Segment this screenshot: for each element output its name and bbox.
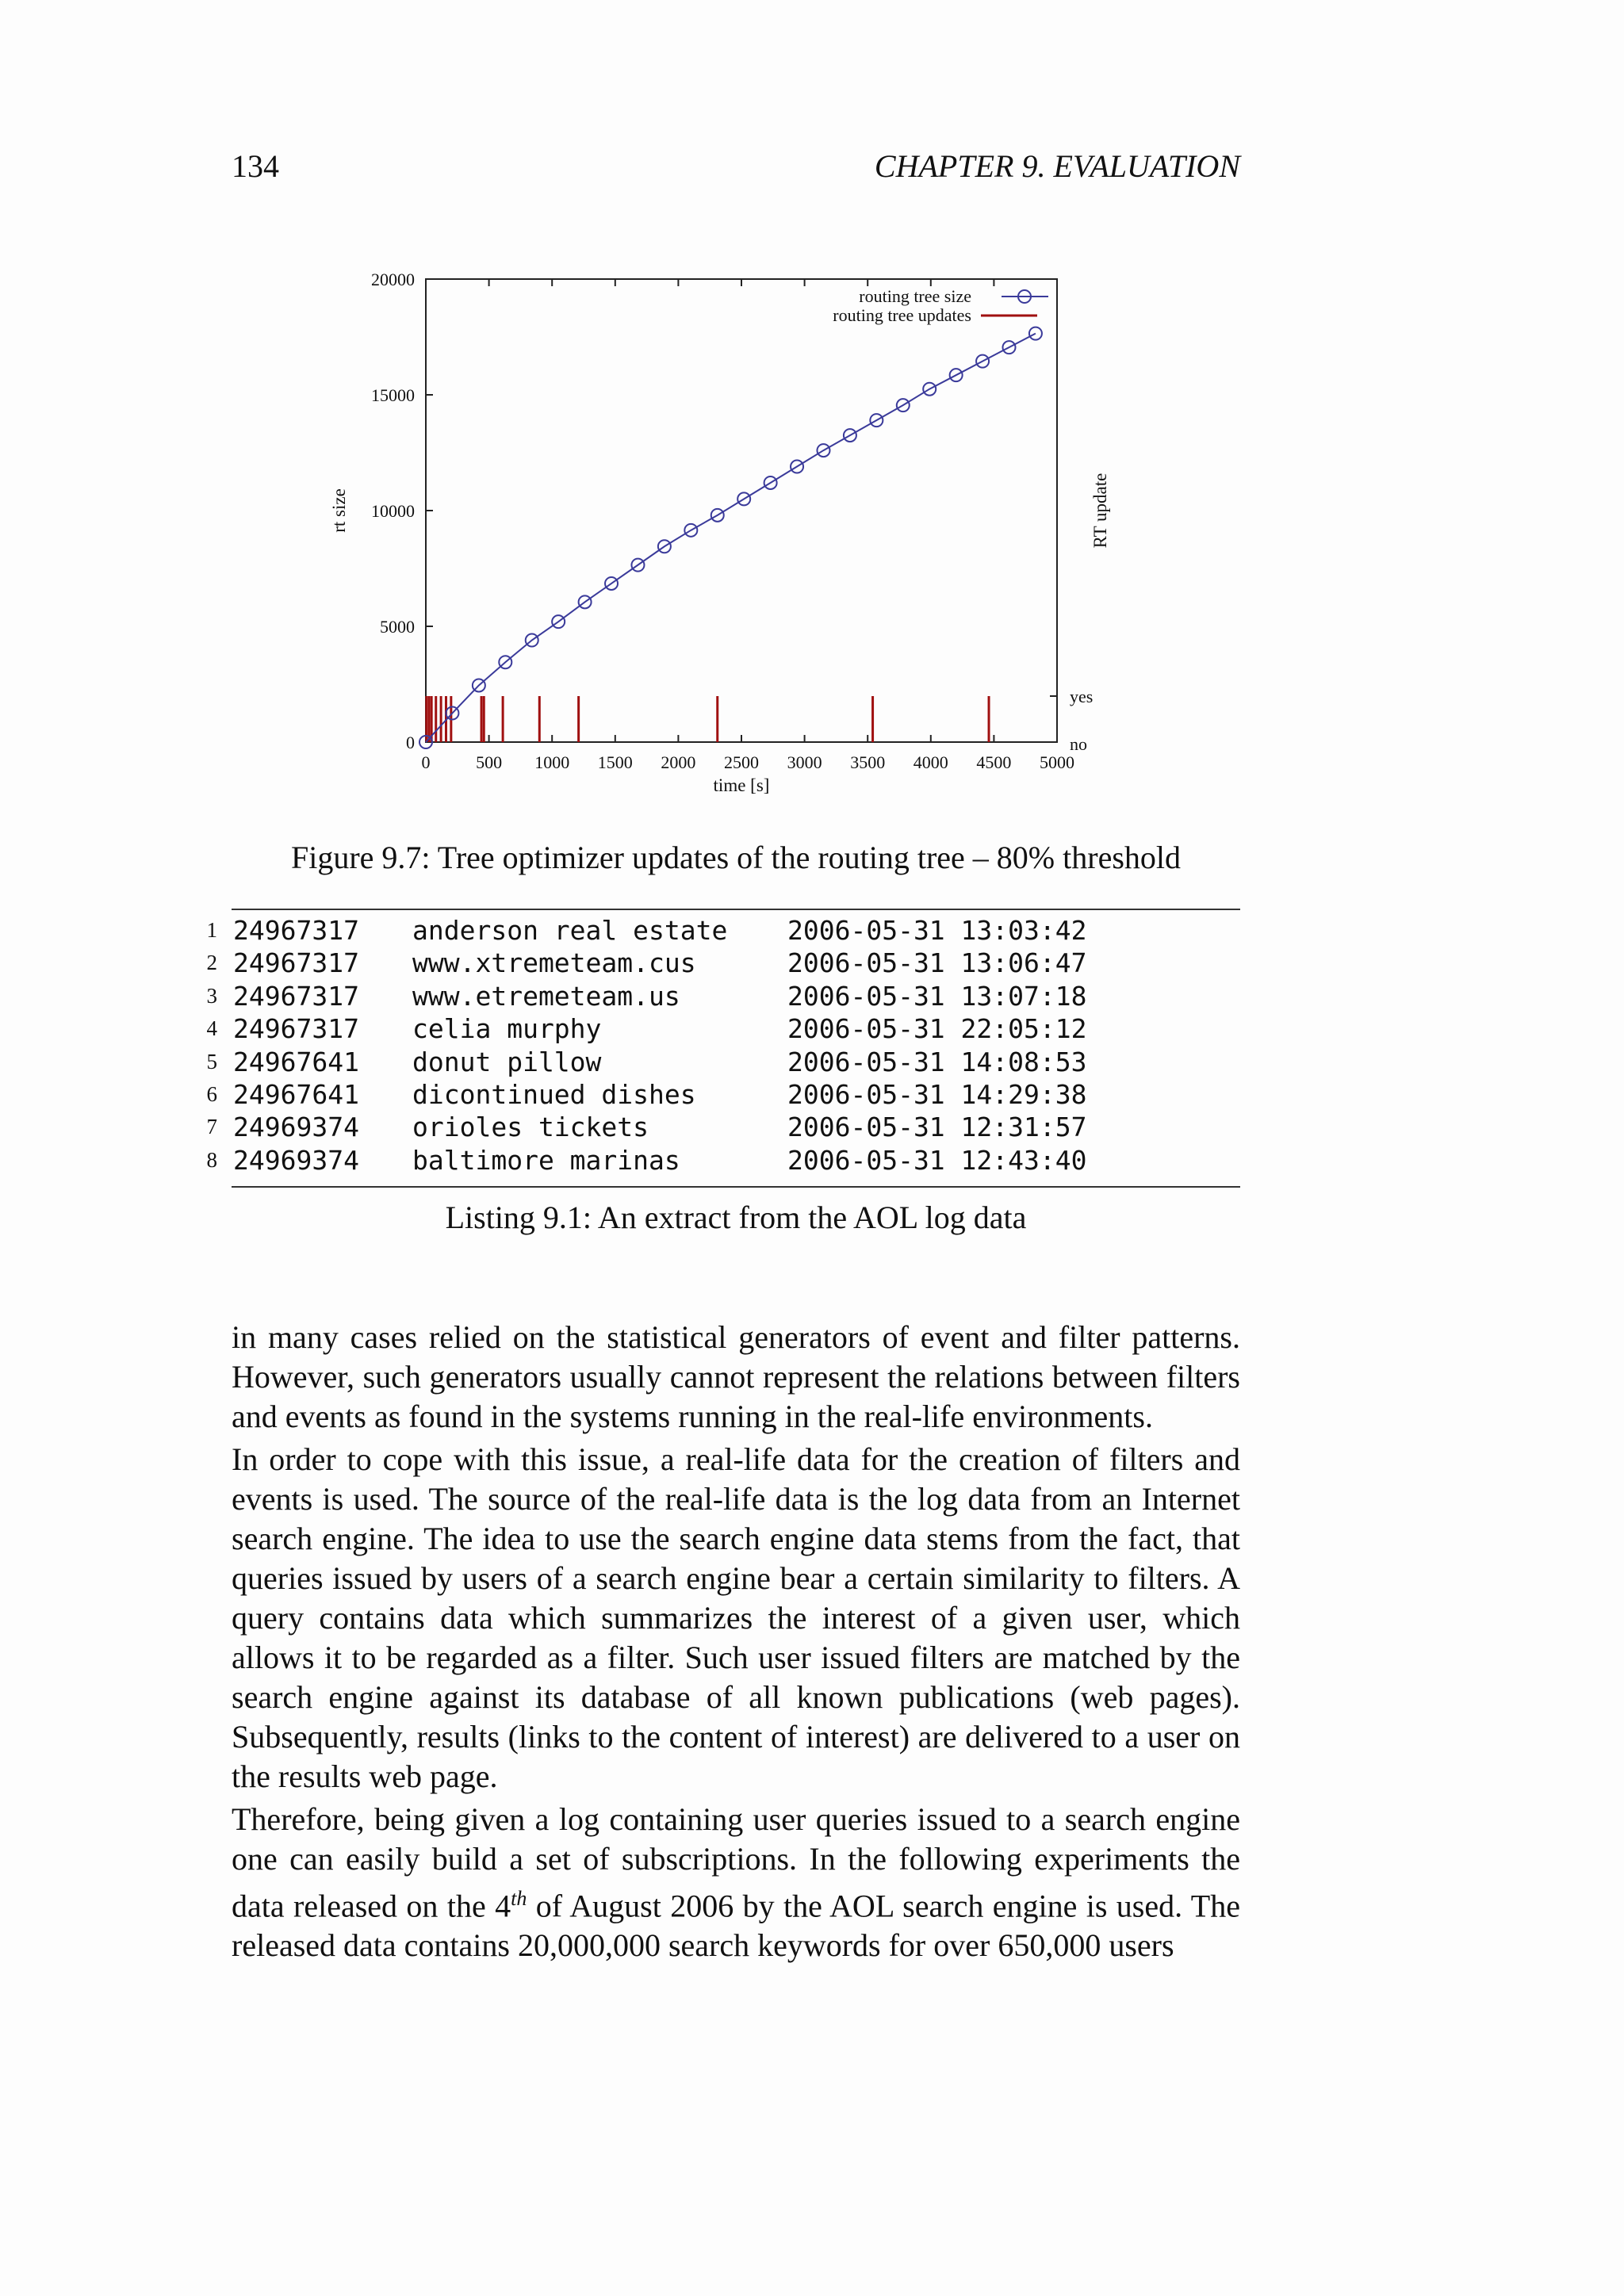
y-tick-label: 15000 bbox=[371, 385, 415, 405]
line-number: 7 bbox=[206, 1115, 217, 1139]
query-time: 2006-05-31 13:03:42 bbox=[787, 915, 1087, 946]
x-tick-label: 2000 bbox=[661, 752, 696, 772]
listing-row bbox=[190, 978, 1240, 1010]
x-tick-label: 3500 bbox=[850, 752, 886, 772]
size-series-point bbox=[1029, 327, 1042, 340]
chapter-title: CHAPTER 9. EVALUATION bbox=[874, 148, 1240, 184]
x-tick-label: 4000 bbox=[913, 752, 948, 772]
paragraph-3-end: of August 2006 by the AOL search engine is used. The released data contains 20,000,000 search keywords for over 650,000 users bbox=[232, 1888, 1240, 1964]
user-id: 24967317 bbox=[233, 947, 359, 979]
size-series-line bbox=[426, 334, 1036, 742]
y-axis-label: rt size bbox=[329, 488, 349, 533]
x-tick-label: 500 bbox=[476, 752, 503, 772]
query-text: donut pillow bbox=[412, 1046, 602, 1077]
legend-label-size: routing tree size bbox=[859, 286, 971, 306]
paragraph-3-start: Therefore, being given a log containing user queries issued to a search engine one can easily build a set of subscriptions. In the following experiments the data released on the 4 bbox=[232, 1801, 1240, 1924]
listing bbox=[190, 912, 1240, 1174]
routing-tree-chart bbox=[317, 254, 1110, 809]
query-time: 2006-05-31 12:31:57 bbox=[787, 1112, 1087, 1143]
listing-row bbox=[190, 944, 1240, 977]
listing-row bbox=[190, 1108, 1240, 1141]
y-tick-label: 10000 bbox=[371, 501, 415, 521]
query-text: orioles tickets bbox=[412, 1112, 649, 1143]
query-text: dicontinued dishes bbox=[412, 1078, 696, 1110]
line-number: 3 bbox=[206, 983, 217, 1008]
legend-label-updates: routing tree updates bbox=[833, 305, 971, 325]
page-number: 134 bbox=[232, 148, 279, 184]
listing-row bbox=[190, 1010, 1240, 1043]
x-tick-label: 3000 bbox=[787, 752, 822, 772]
y2-tick-label: yes bbox=[1070, 687, 1094, 706]
query-text: www.xtremeteam.cus bbox=[412, 947, 696, 979]
legend bbox=[833, 286, 1048, 325]
query-text: anderson real estate bbox=[412, 915, 728, 946]
user-id: 24967317 bbox=[233, 915, 359, 946]
user-id: 24969374 bbox=[233, 1144, 359, 1176]
y-tick-label: 5000 bbox=[380, 617, 415, 637]
paragraph-3 bbox=[232, 1800, 1240, 1965]
x-tick-label: 1000 bbox=[534, 752, 570, 772]
query-text: baltimore marinas bbox=[412, 1144, 680, 1176]
line-number: 8 bbox=[206, 1147, 217, 1172]
x-tick-label: 0 bbox=[421, 752, 431, 772]
line-number: 1 bbox=[206, 918, 217, 942]
paragraph-1: in many cases relied on the statistical generators of event and filter patterns. However, such generators usually cannot represent the relations between filters and events as found in the systems running in the real-life environments. bbox=[232, 1319, 1240, 1434]
line-number: 6 bbox=[206, 1081, 217, 1106]
y2-axis-label: RT update bbox=[1090, 473, 1110, 549]
user-id: 24967317 bbox=[233, 980, 359, 1012]
line-number: 4 bbox=[206, 1016, 217, 1041]
y2-tick-label: no bbox=[1070, 734, 1087, 754]
y-tick-label: 0 bbox=[406, 733, 415, 752]
listing-caption: Listing 9.1: An extract from the AOL log data bbox=[445, 1200, 1027, 1235]
y-tick-label: 20000 bbox=[371, 270, 415, 289]
x-tick-label: 5000 bbox=[1040, 752, 1074, 772]
user-id: 24967317 bbox=[233, 1013, 359, 1045]
listing-row bbox=[190, 1076, 1240, 1108]
user-id: 24967641 bbox=[233, 1078, 359, 1110]
superscript-th: th bbox=[511, 1887, 527, 1910]
query-time: 2006-05-31 14:08:53 bbox=[787, 1046, 1087, 1077]
query-time: 2006-05-31 12:43:40 bbox=[787, 1144, 1087, 1176]
plot-frame bbox=[426, 279, 1057, 742]
listing-bottom-rule bbox=[232, 1186, 1240, 1188]
line-number: 5 bbox=[206, 1049, 217, 1073]
query-time: 2006-05-31 13:06:47 bbox=[787, 947, 1087, 979]
query-time: 2006-05-31 13:07:18 bbox=[787, 980, 1087, 1012]
body-text bbox=[232, 1318, 1240, 1969]
query-text: celia murphy bbox=[412, 1013, 602, 1045]
user-id: 24967641 bbox=[233, 1046, 359, 1077]
listing-row bbox=[190, 1142, 1240, 1174]
listing-top-rule bbox=[232, 909, 1240, 910]
query-text: www.etremeteam.us bbox=[412, 980, 680, 1012]
x-tick-label: 4500 bbox=[976, 752, 1012, 772]
query-time: 2006-05-31 22:05:12 bbox=[787, 1013, 1087, 1045]
paragraph-2: In order to cope with this issue, a real-life data for the creation of filters and events is used. The source of the real-life data is the log data from an Internet search engine. The idea to use the search engine data stems from the fact, that queries issued by users of a search engine bear a certain similarity to filters. A query contains data which summarizes the interest of a given user, which allows it to be regarded as a filter. Such user issued filters are matched by the search engine against its database of all known publications (web pages). Subsequently, results (links to the content of interest) are delivered to a user on the results web page. bbox=[232, 1441, 1240, 1794]
x-tick-label: 2500 bbox=[724, 752, 759, 772]
line-number: 2 bbox=[206, 951, 217, 975]
query-time: 2006-05-31 14:29:38 bbox=[787, 1078, 1087, 1110]
user-id: 24969374 bbox=[233, 1112, 359, 1143]
x-axis-label: time [s] bbox=[713, 775, 770, 795]
listing-row bbox=[190, 1043, 1240, 1076]
listing-row bbox=[190, 912, 1240, 944]
x-tick-label: 1500 bbox=[597, 752, 633, 772]
figure-caption: Figure 9.7: Tree optimizer updates of the routing tree – 80% threshold bbox=[290, 840, 1181, 875]
